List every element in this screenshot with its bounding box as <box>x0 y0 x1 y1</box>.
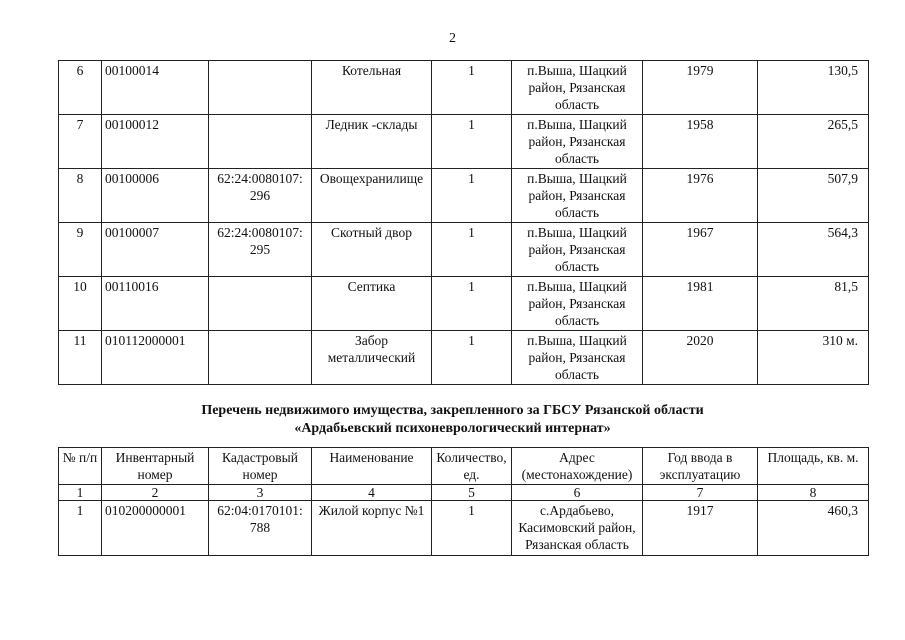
commission-year-cell: 2020 <box>643 331 758 385</box>
page-number: 2 <box>449 31 456 46</box>
row-number-cell: 11 <box>59 331 102 385</box>
cadastral-number-cell: 62:24:0080107: 295 <box>209 223 312 277</box>
area-cell: 81,5 <box>758 277 869 331</box>
address-cell: п.Выша, Шацкий район, Рязанская область <box>512 61 643 115</box>
commission-year-cell: 1981 <box>643 277 758 331</box>
inventory-number-cell: 00100012 <box>102 115 209 169</box>
area-cell: 310 м. <box>758 331 869 385</box>
table-row <box>59 115 869 169</box>
quantity-cell: 1 <box>432 501 512 556</box>
table-row <box>59 501 869 556</box>
address-cell: п.Выша, Шацкий район, Рязанская область <box>512 277 643 331</box>
row-number-cell: 6 <box>59 61 102 115</box>
row-number-cell: 9 <box>59 223 102 277</box>
column-number: 7 <box>643 485 758 501</box>
item-name-cell: Овощехранилище <box>312 169 432 223</box>
section-heading <box>0 402 905 438</box>
row-number-cell: 8 <box>59 169 102 223</box>
header-name: Наименование <box>312 448 432 485</box>
address-cell: п.Выша, Шацкий район, Рязанская область <box>512 115 643 169</box>
column-number: 5 <box>432 485 512 501</box>
cadastral-number-cell <box>209 331 312 385</box>
address-cell: п.Выша, Шацкий район, Рязанская область <box>512 223 643 277</box>
row-number-cell: 10 <box>59 277 102 331</box>
commission-year-cell: 1958 <box>643 115 758 169</box>
header-year: Год ввода в эксплуатацию <box>643 448 758 485</box>
property-table-continued <box>58 60 869 385</box>
row-number-cell: 1 <box>59 501 102 556</box>
quantity-cell: 1 <box>432 61 512 115</box>
header-inventory-number: Инвентарный номер <box>102 448 209 485</box>
column-number: 4 <box>312 485 432 501</box>
area-cell: 265,5 <box>758 115 869 169</box>
item-name-cell: Жилой корпус №1 <box>312 501 432 556</box>
address-cell: п.Выша, Шацкий район, Рязанская область <box>512 331 643 385</box>
cadastral-number-cell <box>209 115 312 169</box>
table-row <box>59 169 869 223</box>
area-cell: 564,3 <box>758 223 869 277</box>
column-number: 8 <box>758 485 869 501</box>
heading-line-2: «Ардабьевский психоневрологический интернат» <box>294 421 611 436</box>
commission-year-cell: 1917 <box>643 501 758 556</box>
heading-line-1: Перечень недвижимого имущества, закрепленного за ГБСУ Рязанской области <box>201 403 704 418</box>
table-row <box>59 61 869 115</box>
table-row <box>59 223 869 277</box>
commission-year-cell: 1979 <box>643 61 758 115</box>
item-name-cell: Ледник -склады <box>312 115 432 169</box>
cadastral-number-cell <box>209 277 312 331</box>
cadastral-number-cell: 62:24:0080107: 296 <box>209 169 312 223</box>
inventory-number-cell: 010112000001 <box>102 331 209 385</box>
inventory-number-cell: 010200000001 <box>102 501 209 556</box>
column-number: 2 <box>102 485 209 501</box>
item-name-cell: Скотный двор <box>312 223 432 277</box>
commission-year-cell: 1976 <box>643 169 758 223</box>
header-number: № п/п <box>59 448 102 485</box>
table-header-row <box>59 448 869 485</box>
table-row <box>59 331 869 385</box>
header-cadastral-number: Кадастровый номер <box>209 448 312 485</box>
inventory-number-cell: 00100006 <box>102 169 209 223</box>
column-number: 6 <box>512 485 643 501</box>
address-cell: п.Выша, Шацкий район, Рязанская область <box>512 169 643 223</box>
header-quantity: Количество, ед. <box>432 448 512 485</box>
commission-year-cell: 1967 <box>643 223 758 277</box>
property-table-ardabyevo <box>58 447 869 556</box>
address-cell: с.Ардабьево, Касимовский район, Рязанская область <box>512 501 643 556</box>
inventory-number-cell: 00100007 <box>102 223 209 277</box>
area-cell: 507,9 <box>758 169 869 223</box>
cadastral-number-cell: 62:04:0170101: 788 <box>209 501 312 556</box>
column-number: 1 <box>59 485 102 501</box>
inventory-number-cell: 00110016 <box>102 277 209 331</box>
inventory-number-cell: 00100014 <box>102 61 209 115</box>
header-area: Площадь, кв. м. <box>758 448 869 485</box>
item-name-cell: Забор металлический <box>312 331 432 385</box>
column-number-row <box>59 485 869 501</box>
area-cell: 460,3 <box>758 501 869 556</box>
quantity-cell: 1 <box>432 331 512 385</box>
quantity-cell: 1 <box>432 169 512 223</box>
area-cell: 130,5 <box>758 61 869 115</box>
quantity-cell: 1 <box>432 277 512 331</box>
header-address: Адрес (местонахождение) <box>512 448 643 485</box>
row-number-cell: 7 <box>59 115 102 169</box>
item-name-cell: Котельная <box>312 61 432 115</box>
table-row <box>59 277 869 331</box>
column-number: 3 <box>209 485 312 501</box>
item-name-cell: Септика <box>312 277 432 331</box>
cadastral-number-cell <box>209 61 312 115</box>
quantity-cell: 1 <box>432 115 512 169</box>
quantity-cell: 1 <box>432 223 512 277</box>
